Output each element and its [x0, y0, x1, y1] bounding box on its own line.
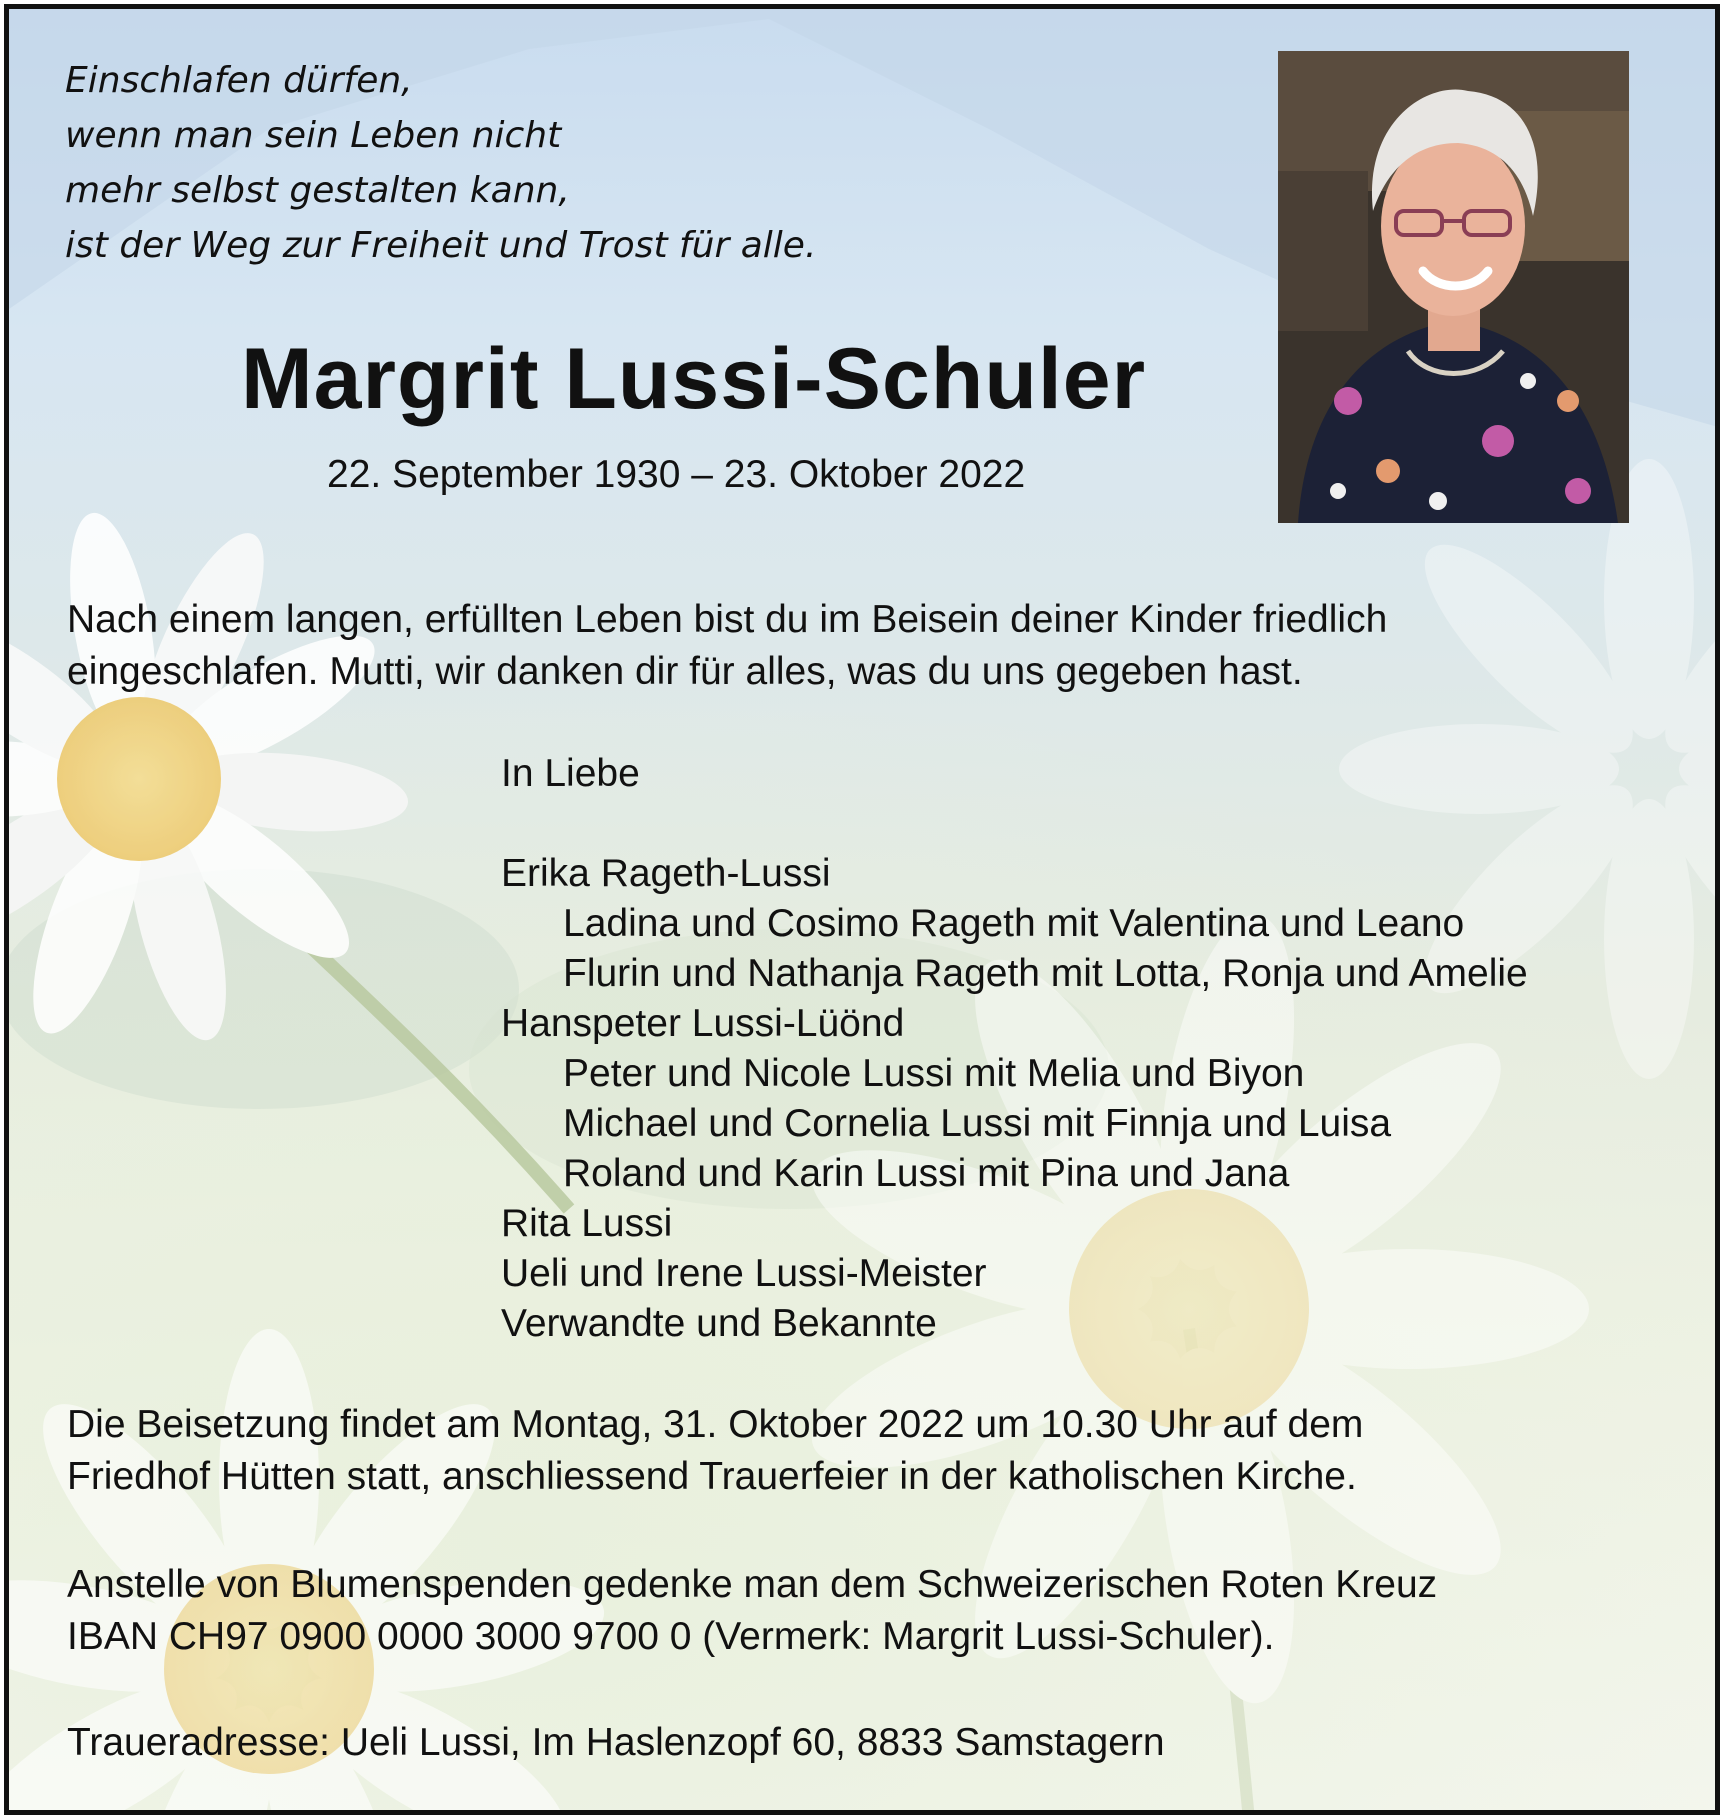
mourner-entry: Peter und Nicole Lussi mit Melia und Biyon [563, 1052, 1305, 1095]
quote-line: wenn man sein Leben nicht [65, 115, 562, 156]
mourner-entry: Ladina und Cosimo Rageth mit Valentina und Leano [563, 902, 1465, 945]
quote-line: Einschlafen dürfen, [65, 60, 413, 101]
mourner-entry: Rita Lussi [501, 1202, 673, 1245]
mourner-entry: Ueli und Irene Lussi-Meister [501, 1252, 987, 1295]
mourner-entry: Flurin und Nathanja Rageth mit Lotta, Ronja und Amelie [563, 952, 1528, 995]
intro-paragraph [67, 594, 1387, 698]
donation-line: Anstelle von Blumenspenden gedenke man dem Schweizerischen Roten Kreuz [67, 1563, 1438, 1606]
mourner-entry: Verwandte und Bekannte [501, 1302, 937, 1345]
life-dates: 22. September 1930 – 23. Oktober 2022 [327, 453, 1026, 496]
mourner-entry: Hanspeter Lussi-Lüönd [501, 1002, 905, 1045]
intro-line: Nach einem langen, erfüllten Leben bist du im Beisein deiner Kinder friedlich [67, 598, 1388, 641]
funeral-notice [67, 1399, 1363, 1503]
mourner-entry: Erika Rageth-Lussi [501, 852, 831, 895]
intro-line: eingeschlafen. Mutti, wir danken dir für alles, was du uns gegeben hast. [67, 650, 1303, 693]
mourner-entry: Roland und Karin Lussi mit Pina und Jana [563, 1152, 1290, 1195]
funeral-line: Friedhof Hütten statt, anschliessend Trauerfeier in der katholischen Kirche. [67, 1455, 1357, 1498]
obituary-card [4, 4, 1720, 1815]
quote-line: mehr selbst gestalten kann, [65, 170, 570, 211]
portrait-photo [1278, 51, 1629, 523]
donation-notice [67, 1559, 1437, 1663]
spacer [501, 799, 1528, 849]
greeting: In Liebe [501, 752, 640, 795]
funeral-line: Die Beisetzung findet am Montag, 31. Oktober 2022 um 10.30 Uhr auf dem [67, 1403, 1364, 1446]
donation-line: IBAN CH97 0900 0000 3000 9700 0 (Vermerk: Margrit Lussi-Schuler). [67, 1615, 1275, 1658]
mourner-entry: Michael und Cornelia Lussi mit Finnja und Luisa [563, 1102, 1392, 1145]
quote-line: ist der Weg zur Freiheit und Trost für alle. [65, 225, 817, 266]
memorial-quote [65, 53, 816, 273]
mourners-list [501, 749, 1528, 1349]
deceased-name: Margrit Lussi-Schuler [241, 331, 1147, 427]
mourning-address: Traueradresse: Ueli Lussi, Im Haslenzopf 60, 8833 Samstagern [67, 1721, 1165, 1764]
